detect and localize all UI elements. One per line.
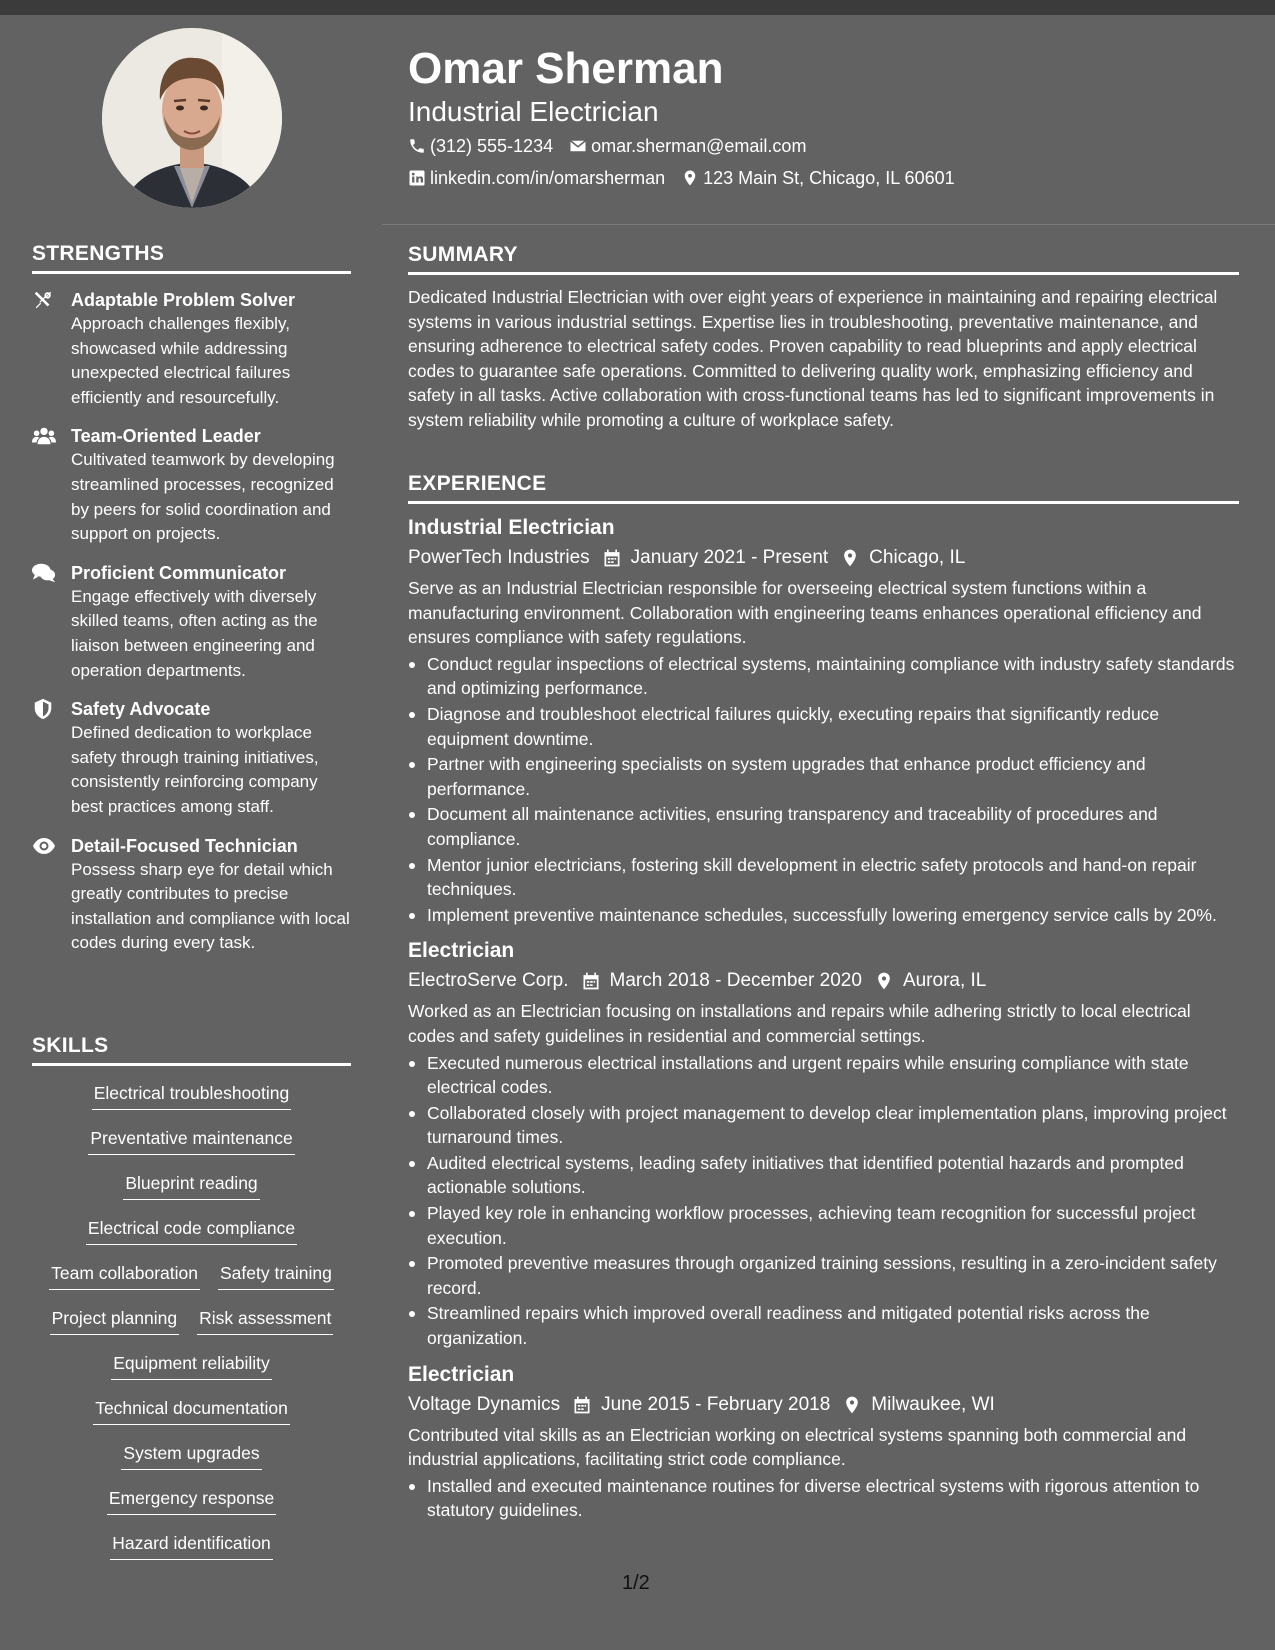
email-link[interactable]: omar.sherman@email.com <box>591 136 807 156</box>
comments-icon <box>32 562 54 584</box>
job-title: Industrial Electrician <box>408 516 615 539</box>
job-location: Milwaukee, WI <box>871 1393 995 1415</box>
bullet-item: Collaborated closely with project management to develop clear implementation plans, improving project turnaround times. <box>408 1101 1239 1150</box>
company-name: Voltage Dynamics <box>408 1393 561 1415</box>
bullet-item: Promoted preventive measures through organized training sessions, resulting in a zero-incident safety record. <box>408 1251 1239 1300</box>
bullet-item: Executed numerous electrical installations and urgent repairs while ensuring compliance with state electrical codes. <box>408 1051 1239 1100</box>
strength-title: Proficient Communicator <box>71 562 287 583</box>
map-pin-icon <box>842 1395 862 1415</box>
job-dates: January 2021 - Present <box>630 547 829 568</box>
job-bullets <box>408 1051 1239 1351</box>
experience-heading: EXPERIENCE <box>408 472 1239 504</box>
skill-tag: Project planning <box>50 1305 180 1335</box>
linkedin-link[interactable]: linkedin.com/in/omarsherman <box>430 168 666 188</box>
strength-title: Team-Oriented Leader <box>71 426 261 447</box>
job-title: Electrician <box>408 939 515 963</box>
users-icon <box>32 425 54 447</box>
linkedin-icon <box>408 169 426 187</box>
map-pin-icon <box>681 169 699 187</box>
summary-section <box>408 243 1239 433</box>
strength-title: Adaptable Problem Solver <box>71 290 296 310</box>
candidate-name: Omar Sherman <box>408 44 724 93</box>
strength-item <box>32 834 351 956</box>
shield-icon <box>32 698 54 720</box>
address-text: 123 Main St, Chicago, IL 60601 <box>703 168 955 188</box>
contact-row <box>408 134 806 158</box>
page-number: 1/2 <box>622 1572 650 1594</box>
company-name: ElectroServe Corp. <box>408 970 569 992</box>
job-entry <box>408 514 1239 927</box>
job-meta <box>408 1391 1239 1419</box>
company-name: PowerTech Industries <box>408 547 590 568</box>
skills-heading: SKILLS <box>32 1034 351 1066</box>
bullet-item: Played key role in enhancing workflow processes, achieving team recognition for successful project execution. <box>408 1201 1239 1250</box>
strength-description: Defined dedication to workplace safety through training initiatives, consistently reinforcing company best practices among staff. <box>71 723 319 816</box>
skills-section <box>32 1034 351 1575</box>
skill-tag: Team collaboration <box>49 1260 200 1290</box>
skill-tag: Technical documentation <box>93 1395 290 1425</box>
skill-tag: Safety training <box>218 1260 334 1290</box>
strength-description: Engage effectively with diversely skilled teams, often acting as the liaison between engineering and operation departments. <box>71 586 318 680</box>
bullet-item: Document all maintenance activities, ensuring transparency and traceability of procedures and compliance. <box>408 802 1239 851</box>
strength-item <box>32 424 351 546</box>
phone-icon <box>408 137 426 155</box>
bullet-item: Streamlined repairs which improved overall readiness and mitigated potential risks across the organization. <box>408 1301 1239 1350</box>
contact-row <box>408 166 955 190</box>
bullet-item: Installed and executed maintenance routines for diverse electrical systems with rigorous attention to statutory guidelines. <box>408 1474 1239 1523</box>
job-meta <box>408 967 1239 995</box>
top-bar <box>0 0 1275 15</box>
strengths-heading: STRENGTHS <box>32 242 351 274</box>
tools-icon <box>32 289 54 311</box>
job-dates: March 2018 - December 2020 <box>609 970 862 992</box>
job-description: Worked as an Electrician focusing on installations and repairs while adhering strictly to local electrical codes and safety guidelines in residential and commercial settings. <box>408 1001 1191 1046</box>
strength-description: Possess sharp eye for detail which greatly contributes to precise installation and compliance with local codes during every task. <box>71 859 350 953</box>
calendar-icon <box>572 1395 592 1415</box>
calendar-icon <box>602 548 622 568</box>
skill-tag: Equipment reliability <box>111 1350 272 1380</box>
skill-tag: Blueprint reading <box>123 1170 259 1200</box>
strength-description: Approach challenges flexibly, showcased while addressing unexpected electrical failures efficiently and resourcefully. <box>71 314 291 407</box>
bullet-item: Partner with engineering specialists on system upgrades that enhance product efficiency and performance. <box>408 752 1239 801</box>
strength-item <box>32 288 351 410</box>
strengths-section <box>32 242 351 956</box>
job-meta <box>408 544 1239 572</box>
envelope-icon <box>569 137 587 155</box>
strength-item <box>32 697 351 819</box>
job-location: Chicago, IL <box>869 547 966 568</box>
eye-icon <box>32 835 54 857</box>
job-description: Serve as an Industrial Electrician responsible for overseeing electrical system functions within a manufacturing environment. Collaboration with engineering teams enhances operational efficiency and ensures compliance with safety regulations. <box>408 578 1202 648</box>
job-title: Electrician <box>408 1362 515 1386</box>
bullet-item: Implement preventive maintenance schedules, successfully lowering emergency service calls by 20%. <box>408 903 1239 928</box>
bullet-item: Conduct regular inspections of electrical systems, maintaining compliance with industry safety standards and optimizing performance. <box>408 652 1239 701</box>
job-entry <box>408 937 1239 1350</box>
calendar-icon <box>581 971 601 991</box>
job-entry <box>408 1361 1239 1523</box>
job-location: Aurora, IL <box>902 970 987 992</box>
skill-tag: Preventative maintenance <box>88 1125 294 1155</box>
job-dates: June 2015 - February 2018 <box>601 1393 831 1415</box>
header-divider <box>382 224 1275 225</box>
job-bullets <box>408 1474 1239 1523</box>
job-bullets <box>408 652 1239 928</box>
candidate-role: Industrial Electrician <box>408 96 659 127</box>
bullet-item: Audited electrical systems, leading safety initiatives that identified potential hazards and prompted actionable solutions. <box>408 1151 1239 1200</box>
bullet-item: Mentor junior electricians, fostering skill development in electric safety protocols and hand-on repair techniques. <box>408 853 1239 902</box>
strength-item <box>32 561 351 683</box>
skill-tag: Hazard identification <box>110 1530 273 1560</box>
skill-tag: Electrical code compliance <box>86 1215 297 1245</box>
skill-tag: Risk assessment <box>197 1305 333 1335</box>
phone-text[interactable]: (312) 555-1234 <box>430 136 554 156</box>
strength-title: Safety Advocate <box>71 699 211 720</box>
bullet-item: Diagnose and troubleshoot electrical failures quickly, executing repairs that significantly reduce equipment downtime. <box>408 702 1239 751</box>
job-description: Contributed vital skills as an Electrician working on electrical systems spanning both commercial and industrial applications, facilitating strict code compliance. <box>408 1424 1187 1470</box>
experience-section <box>408 472 1239 1524</box>
summary-text: Dedicated Industrial Electrician with over eight years of experience in maintaining and repairing electrical systems in various industrial settings. Expertise lies in troubleshooting, preventative maintenance, and ensuring adherence to electrical safety codes. Proven capability to read blueprints and apply electrical codes to guarantee safe operations. Committed to delivering quality work, emphasizing efficiency and safety in all tasks. Active collaboration with cross-functional teams has led to significant improvements in system reliability while promoting a culture of workplace safety. <box>408 287 1218 430</box>
summary-heading: SUMMARY <box>408 243 1239 275</box>
map-pin-icon <box>874 971 894 991</box>
strength-title: Detail-Focused Technician <box>71 835 298 856</box>
skill-tag: System upgrades <box>121 1440 261 1470</box>
profile-photo <box>102 28 282 208</box>
skill-tag: Emergency response <box>107 1485 276 1515</box>
strength-description: Cultivated teamwork by developing streamlined processes, recognized by peers for solid coordination and support on projects. <box>71 450 335 544</box>
skill-tag: Electrical troubleshooting <box>92 1080 292 1110</box>
map-pin-icon <box>840 548 860 568</box>
